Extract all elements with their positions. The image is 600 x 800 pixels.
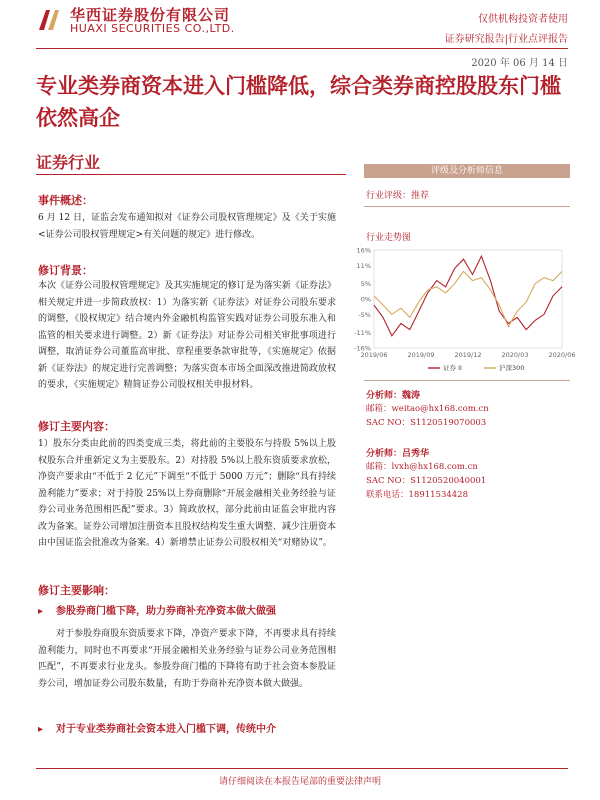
- x-tick-label: 2019/06: [360, 351, 388, 359]
- analyst-2-phone: 18911534428: [408, 490, 469, 500]
- rating-label: 行业评级：: [366, 191, 412, 201]
- analyst-1-email-row: [366, 402, 489, 414]
- legend-label-securities: 证券 II: [443, 364, 462, 372]
- impact-bullet-1-text: 参股券商门槛下降，助力券商补充净资本做大做强: [56, 606, 276, 617]
- analyst-2-sac-label: SAC NO：: [366, 476, 411, 486]
- analyst-2-email[interactable]: lvxh@hx168.com.cn: [391, 462, 478, 472]
- analyst-2-phone-row: [366, 488, 468, 500]
- legend-label-hs300: 沪深300: [499, 364, 525, 372]
- analyst-2-phone-label: 联系电话：: [366, 490, 409, 500]
- analyst-2-role: 分析师：: [366, 449, 403, 459]
- rating-divider: [364, 206, 570, 207]
- analyst-1-name: 魏涛: [402, 391, 421, 401]
- analyst-2-email-label: 邮箱：: [366, 462, 392, 472]
- analyst-2-sac-row: [366, 474, 486, 486]
- triangle-bullet-icon: ▸: [38, 606, 44, 617]
- industry-rating: [366, 188, 429, 201]
- revision-body: 1）股东分类由此前的四类变成三类，将此前的主要股东与持股 5%以上股权股东合并重新定义为主要股东。2）对持股 5%以上股东资质要求放松，净资产要求由“不低于 2 亿元”下调至“不低于 5000 万元”；删除“具有持续盈利能力”要求；对于持股 25%以上券商删除“开展金融相关业务经验与证券公司业务范围相匹配”要求。3）简政放权，部分此前由证监会审批内容改为备案。证券公司增加注册资本且股权结构发生重大调整、减少注册资本由中国证监会批准改为备案。4）新增禁止证券公司股权相关“对赌协议”。: [38, 439, 336, 548]
- analyst-2-email-row: [366, 460, 478, 472]
- rating-value: 推荐: [411, 191, 430, 201]
- background-body: 本次《证券公司股权管理规定》及其实施规定的修订是为落实新《证券法》相关规定并进一步简政放权：1）为落实新《证券法》对证券公司股东要求的调整，《股权规定》结合境内外金融机构监管实践对证券公司股东准入和监管的相关要求进行调整。2）新《证券法》对证券公司相关审批事项进行调整，取消证券公司董监高审批、章程重要条款审批等，《实施规定》依据新《证券法》的规定进行完善调整；为落实资本市场全面深改推进简政放权的要求，《实施规定》精简证券公司股权相关申报材料。: [38, 281, 336, 390]
- x-tick-label: 2020/06: [548, 351, 576, 359]
- y-tick-label: -5%: [358, 310, 371, 319]
- revision-heading: 修订主要内容：: [38, 420, 115, 433]
- analyst-1-sac-row: [366, 416, 486, 428]
- impact-bullet-1: [38, 602, 348, 617]
- analyst-2-name-row: [366, 446, 429, 459]
- footer-divider: [36, 768, 568, 769]
- report-title: 专业类券商资本进入门槛降低，综合类券商控股股东门槛依然高企: [36, 74, 561, 130]
- y-tick-label: 16%: [356, 246, 371, 255]
- series-line-hs300: [374, 271, 562, 326]
- company-name-cn: 华西证券股份有限公司: [70, 6, 231, 24]
- analyst-1-name-row: [366, 388, 420, 401]
- chart-divider: [364, 380, 570, 381]
- x-tick-label: 2019/12: [454, 351, 482, 359]
- chart-plot-frame: [374, 250, 562, 348]
- y-tick-label: -16%: [354, 344, 371, 353]
- background-heading: 修订背景：: [38, 264, 93, 277]
- analyst-1-sac-label: SAC NO：: [366, 418, 411, 428]
- triangle-bullet-icon: ▸: [38, 724, 44, 735]
- analyst-2-name: 吕秀华: [402, 449, 430, 459]
- header-divider: [36, 48, 568, 49]
- trend-chart-title: 行业走势图: [366, 233, 412, 243]
- impact-heading: 修订主要影响：: [38, 584, 115, 597]
- report-type-tag: 证券研究报告|行业点评报告: [444, 34, 568, 45]
- x-tick-label: 2020/03: [501, 351, 529, 359]
- analyst-1-sac: S1120519070003: [410, 418, 487, 428]
- series-line-securities: [374, 256, 562, 336]
- analyst-1-email[interactable]: weitao@hx168.com.cn: [391, 404, 489, 414]
- analyst-1-role: 分析师：: [366, 391, 403, 401]
- rating-box-header: 评级及分析师信息: [364, 164, 570, 178]
- y-tick-label: 0%: [360, 295, 371, 304]
- impact-body: 对于参股券商股东资质要求下降，净资产要求下降，不再要求具有持续盈利能力，同时也不再要求“开展金融相关业务经验与证券公司业务范围相匹配”，不再要求行业龙头。参股券商门槛的下降将有助于社会资本参股证券公司，增加证券公司股东数量，有助于券商补充净资本做大做强。: [38, 629, 336, 689]
- summary-heading: 事件概述：: [38, 194, 93, 207]
- analyst-2-sac: S1120520040001: [410, 476, 487, 486]
- industry-label: 证券行业: [36, 153, 101, 172]
- audience-tag: 仅供机构投资者使用: [478, 14, 568, 25]
- y-tick-label: 11%: [356, 261, 371, 270]
- industry-divider: [36, 174, 346, 175]
- analyst-1-email-label: 邮箱：: [366, 404, 392, 414]
- company-logo-icon: [36, 6, 64, 34]
- summary-body: 6 月 12 日，证监会发布通知拟对《证券公司股权管理规定》及《关于实施<证券公司股权管理规定>有关问题的规定》进行修改。: [38, 213, 336, 240]
- impact-bullet-2-text: 对于专业类券商社会资本进入门槛下调，传统中介: [56, 724, 276, 735]
- legal-notice: 请仔细阅读在本报告尾部的重要法律声明: [218, 777, 381, 787]
- report-date: 2020 年 06 月 14 日: [471, 58, 568, 69]
- company-name-en: HUAXI SECURITIES CO.,LTD.: [70, 22, 235, 35]
- trend-chart: [348, 244, 576, 374]
- x-tick-label: 2019/09: [407, 351, 435, 359]
- impact-bullet-2: [38, 720, 348, 735]
- y-tick-label: 5%: [360, 280, 371, 289]
- y-tick-label: -11%: [354, 329, 371, 338]
